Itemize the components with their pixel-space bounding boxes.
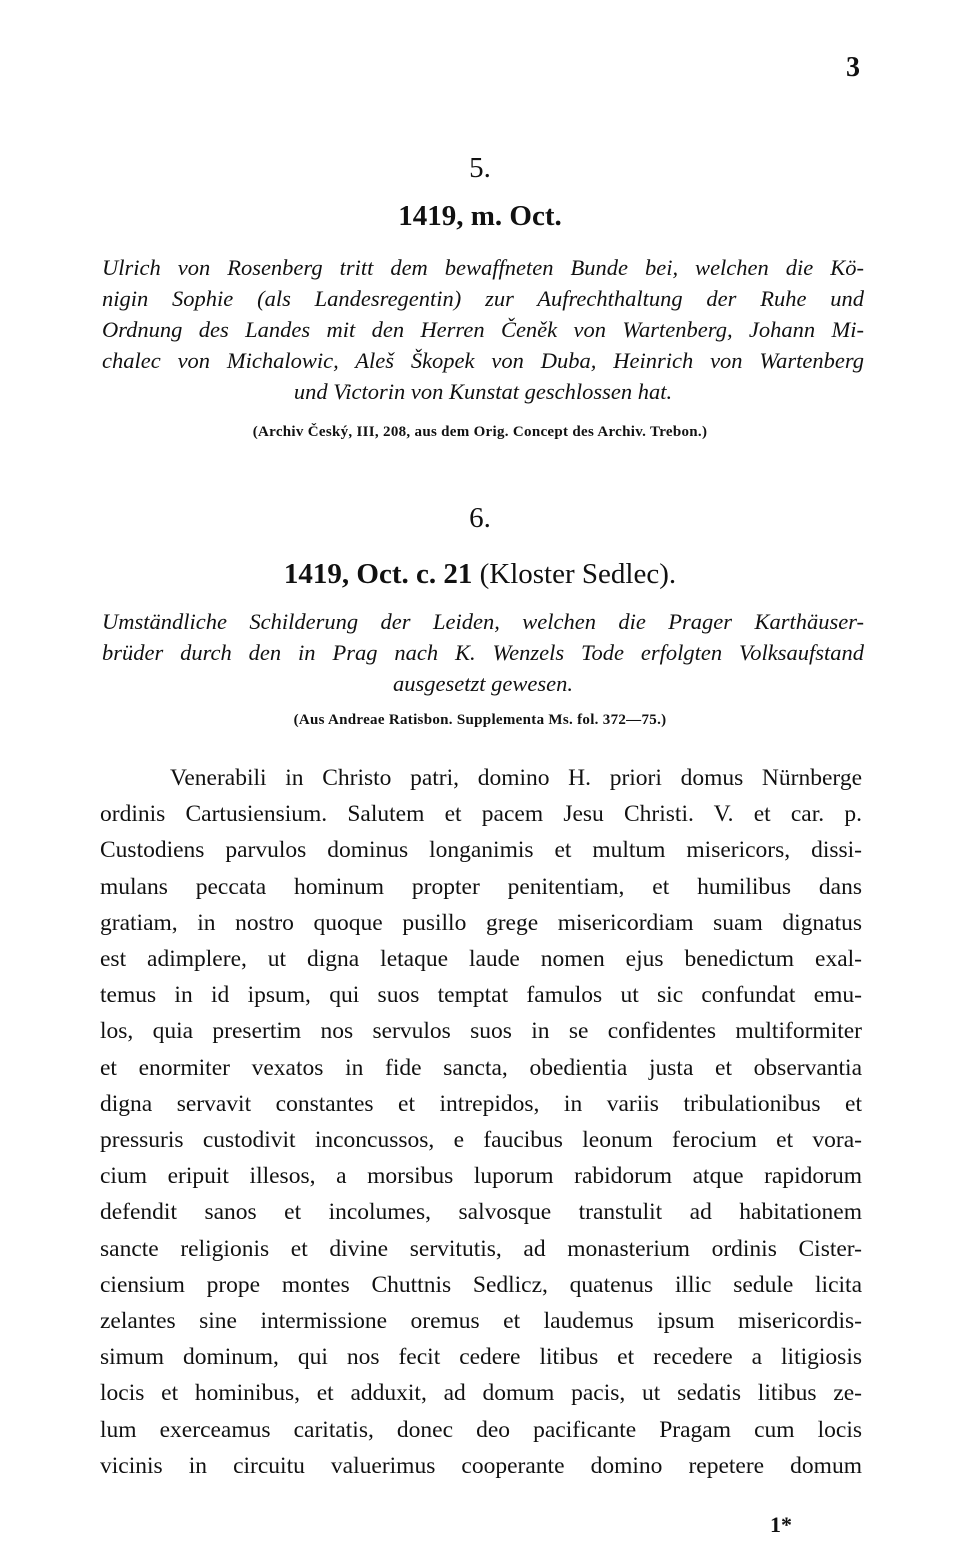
- body-line: sancte religionis et divine servitutis, ad monasterium ordinis Cister-: [100, 1235, 862, 1262]
- doc6-regest-line: ausgesetzt gewesen.: [393, 671, 573, 696]
- doc5-date: [0, 200, 960, 233]
- doc5-date-text: 1419, m. Oct.: [398, 200, 562, 232]
- body-line: zelantes sine intermissione oremus et laudemus ipsum misericordis-: [100, 1308, 862, 1335]
- doc5-regest-line: chalec von Michalowic, Aleš Škopek von Duba, Heinrich von Wartenberg: [102, 348, 864, 373]
- signature-mark: 1*: [770, 1512, 792, 1537]
- body-line: los, quia presertim nos servulos suos in se confidentes multiformiter: [100, 1018, 862, 1045]
- doc6-date: [0, 558, 960, 591]
- doc6-regest-line: Umständliche Schilderung der Leiden, welchen die Prager Karthäuser-: [102, 609, 864, 634]
- doc5-number: 5.: [469, 152, 491, 184]
- doc6-regest-line: brüder durch den in Prag nach K. Wenzels Tode erfolgten Volksaufstand: [102, 640, 864, 665]
- doc5-source: (Archiv Český, III, 208, aus dem Orig. Concept des Archiv. Trebon.): [252, 424, 708, 440]
- doc5-regest-line: Ulrich von Rosenberg tritt dem bewaffneten Bunde bei, welchen die Kö-: [102, 255, 864, 280]
- body-line: est adimplere, ut digna letaque laude nomen ejus benedictum exal-: [100, 946, 862, 973]
- doc6-source: (Aus Andreae Ratisbon. Supplementa Ms. fol. 372—75.): [293, 712, 667, 728]
- page-number: 3: [846, 52, 860, 83]
- body-line: pressuris custodivit inconcussos, e faucibus leonum ferocium et vora-: [100, 1127, 862, 1154]
- body-line: lum exerceamus caritatis, donec deo pacificante Pragam cum locis: [100, 1416, 862, 1443]
- body-line: vicinis in circuitu valuerimus cooperante domino repetere domum: [100, 1452, 862, 1479]
- body-line: gratiam, in nostro quoque pusillo grege misericordiam suam dignatus: [100, 909, 862, 936]
- doc5-regest-line: nigin Sophie (als Landesregentin) zur Aufrechthaltung der Ruhe und: [102, 286, 864, 311]
- doc6-number: 6.: [469, 502, 491, 534]
- body-line: temus in id ipsum, qui suos temptat famulos ut sic confundat emu-: [100, 982, 862, 1009]
- body-line: ordinis Cartusiensium. Salutem et pacem Jesu Christi. V. et car. p.: [100, 801, 862, 828]
- doc6-date-place: (Kloster Sedlec).: [479, 558, 677, 590]
- body-line: simum dominum, qui nos fecit cedere litibus et recedere a litigiosis: [100, 1344, 862, 1371]
- body-line: cium eripuit illesos, a morsibus luporum rabidorum atque rapidorum: [100, 1163, 862, 1190]
- letter-body: [100, 760, 862, 1484]
- doc6-regest: [102, 606, 864, 699]
- doc5-regest: [102, 252, 864, 407]
- body-line: locis et hominibus, et adduxit, ad domum pacis, ut sedatis litibus ze-: [100, 1380, 862, 1407]
- body-line: mulans peccata hominum propter penitentiam, et humilibus dans: [100, 873, 862, 900]
- body-line: defendit sanos et incolumes, salvosque transtulit ad habitationem: [100, 1199, 862, 1226]
- doc5-regest-line: Ordnung des Landes mit den Herren Čeněk von Wartenberg, Johann Mi-: [102, 317, 864, 342]
- doc5-regest-line: und Victorin von Kunstat geschlossen hat.: [293, 379, 673, 404]
- body-line: Venerabili in Christo patri, domino H. priori domus Nürnberge: [170, 765, 862, 791]
- body-line: et enormiter vexatos in fide sancta, obedientia justa et observantia: [100, 1054, 862, 1081]
- body-line: Custodiens parvulos dominus longanimis et multum misericors, dissi-: [100, 837, 862, 864]
- doc6-date-text: 1419, Oct. c. 21: [283, 558, 473, 590]
- body-line: digna servavit constantes et intrepidos, in variis tribulationibus et: [100, 1090, 862, 1117]
- body-line: ciensium prope montes Chuttnis Sedlicz, quatenus illic sedule licita: [100, 1271, 862, 1298]
